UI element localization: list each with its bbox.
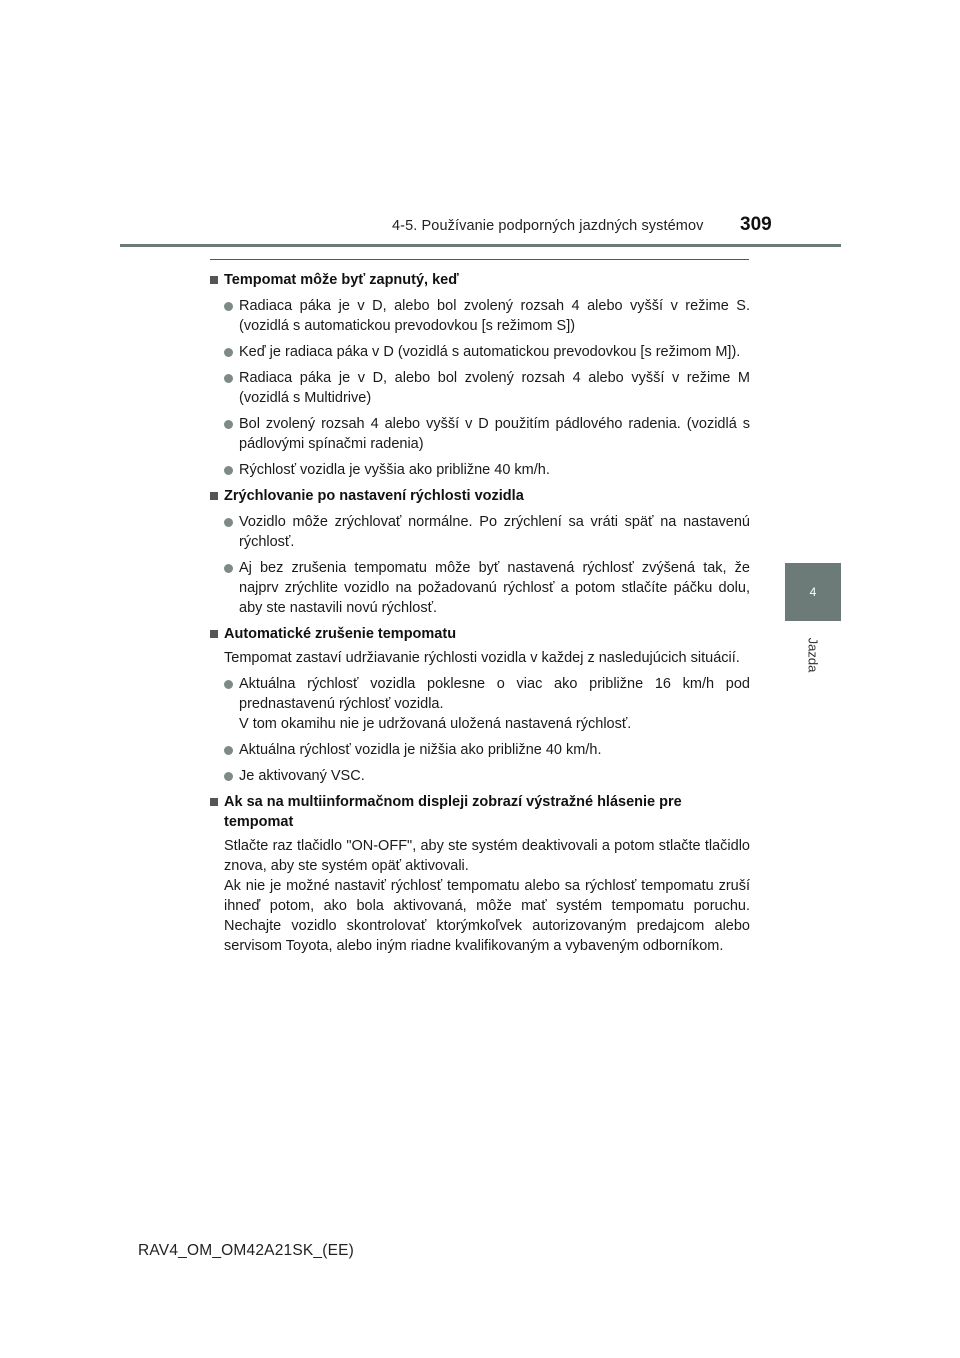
square-bullet-icon xyxy=(210,276,218,284)
paragraph-line: Ak nie je možné nastaviť rýchlosť tempomatu alebo sa rýchlosť tempomatu zruší ihneď potom, ako bola aktivovaná, môže mať systém tempomatu poruchu. Nechajte vozidlo skontrolovať ktorýmkoľvek autorizovaným predajcom alebo servisom Toyota, alebo iným riadne kvalifikovaným a vybaveným odborníkom. xyxy=(224,878,750,954)
section-cruise-available xyxy=(210,270,750,480)
square-bullet-icon xyxy=(210,798,218,806)
section-title-text: Ak sa na multiinformačnom displeji zobrazí výstražné hlásenie pre tempomat xyxy=(224,794,682,830)
list-item-text: Vozidlo môže zrýchlovať normálne. Po zrýchlení sa vráti späť na nastavenú rýchlosť. xyxy=(239,514,750,550)
section-title-text: Tempomat môže byť zapnutý, keď xyxy=(224,272,459,288)
page-number: 309 xyxy=(740,214,772,235)
section-warning-message xyxy=(210,792,750,956)
section-title xyxy=(210,270,750,290)
round-bullet-icon xyxy=(224,518,233,527)
round-bullet-icon xyxy=(224,302,233,311)
footer-document-code: RAV4_OM_OM42A21SK_(EE) xyxy=(138,1242,355,1259)
list-item-text: Rýchlosť vozidla je vyššia ako približne 40 km/h. xyxy=(239,462,550,478)
section-paragraph xyxy=(210,836,750,956)
chapter-number: 4 xyxy=(809,585,817,599)
square-bullet-icon xyxy=(210,492,218,500)
list-item xyxy=(210,740,750,760)
section-title-text: Zrýchlovanie po nastavení rýchlosti vozidla xyxy=(224,488,524,504)
list-item xyxy=(210,296,750,336)
header-title: 4-5. Používanie podporných jazdných systémov xyxy=(392,218,704,234)
round-bullet-icon xyxy=(224,374,233,383)
round-bullet-icon xyxy=(224,348,233,357)
paragraph-line: Stlačte raz tlačidlo "ON-OFF", aby ste systém deaktivovali a potom stlačte tlačidlo znova, aby ste systém opäť aktivovali. xyxy=(224,838,750,874)
list-item-text: Aktuálna rýchlosť vozidla poklesne o viac ako približne 16 km/h pod prednastavenú rýchlosť vozidla. xyxy=(239,676,750,712)
list-item xyxy=(210,558,750,618)
section-title xyxy=(210,624,750,644)
list-item xyxy=(210,766,750,786)
list-item-text: Keď je radiaca páka v D (vozidlá s automatickou prevodovkou [s režimom M]). xyxy=(239,344,741,360)
section-intro: Tempomat zastaví udržiavanie rýchlosti vozidla v každej z nasledujúcich situácií. xyxy=(224,650,740,666)
list-item-text: Bol zvolený rozsah 4 alebo vyšší v D použitím pádlového radenia. (vozidlá s pádlovými spínačmi radenia) xyxy=(239,416,750,452)
page-content xyxy=(210,264,750,956)
list-item xyxy=(210,414,750,454)
chapter-tab xyxy=(785,563,841,621)
list-item-text: Aktuálna rýchlosť vozidla je nižšia ako približne 40 km/h. xyxy=(239,742,602,758)
list-item-text: Radiaca páka je v D, alebo bol zvolený rozsah 4 alebo vyšší v režime M (vozidlá s Multidrive) xyxy=(239,370,750,406)
round-bullet-icon xyxy=(224,466,233,475)
list-item-text: Je aktivovaný VSC. xyxy=(239,768,365,784)
chapter-label-text: Jazda xyxy=(805,637,821,673)
list-item-text: Aj bez zrušenia tempomatu môže byť nastavená rýchlosť zvýšená tak, že najprv zrýchlite vozidlo na požadovanú rýchlosť a potom stlačíte páčku dolu, aby ste nastavili novú rýchlosť. xyxy=(239,560,750,616)
list-item xyxy=(210,342,750,362)
round-bullet-icon xyxy=(224,564,233,573)
round-bullet-icon xyxy=(224,420,233,429)
section-acceleration xyxy=(210,486,750,618)
list-item-text: Radiaca páka je v D, alebo bol zvolený rozsah 4 alebo vyšší v režime S. (vozidlá s automatickou prevodovkou [s režimom S]) xyxy=(239,298,750,334)
list-item xyxy=(210,512,750,552)
round-bullet-icon xyxy=(224,680,233,689)
square-bullet-icon xyxy=(210,630,218,638)
section-auto-cancel xyxy=(210,624,750,786)
header-rule xyxy=(120,244,841,247)
section-title xyxy=(210,792,750,832)
list-item xyxy=(210,460,750,480)
list-item-note: V tom okamihu nie je udržovaná uložená nastavená rýchlosť. xyxy=(239,716,632,732)
section-title xyxy=(210,486,750,506)
round-bullet-icon xyxy=(224,746,233,755)
list-item xyxy=(210,368,750,408)
section-title-text: Automatické zrušenie tempomatu xyxy=(224,626,457,642)
content-rule xyxy=(210,259,749,260)
round-bullet-icon xyxy=(224,772,233,781)
list-item xyxy=(210,674,750,734)
